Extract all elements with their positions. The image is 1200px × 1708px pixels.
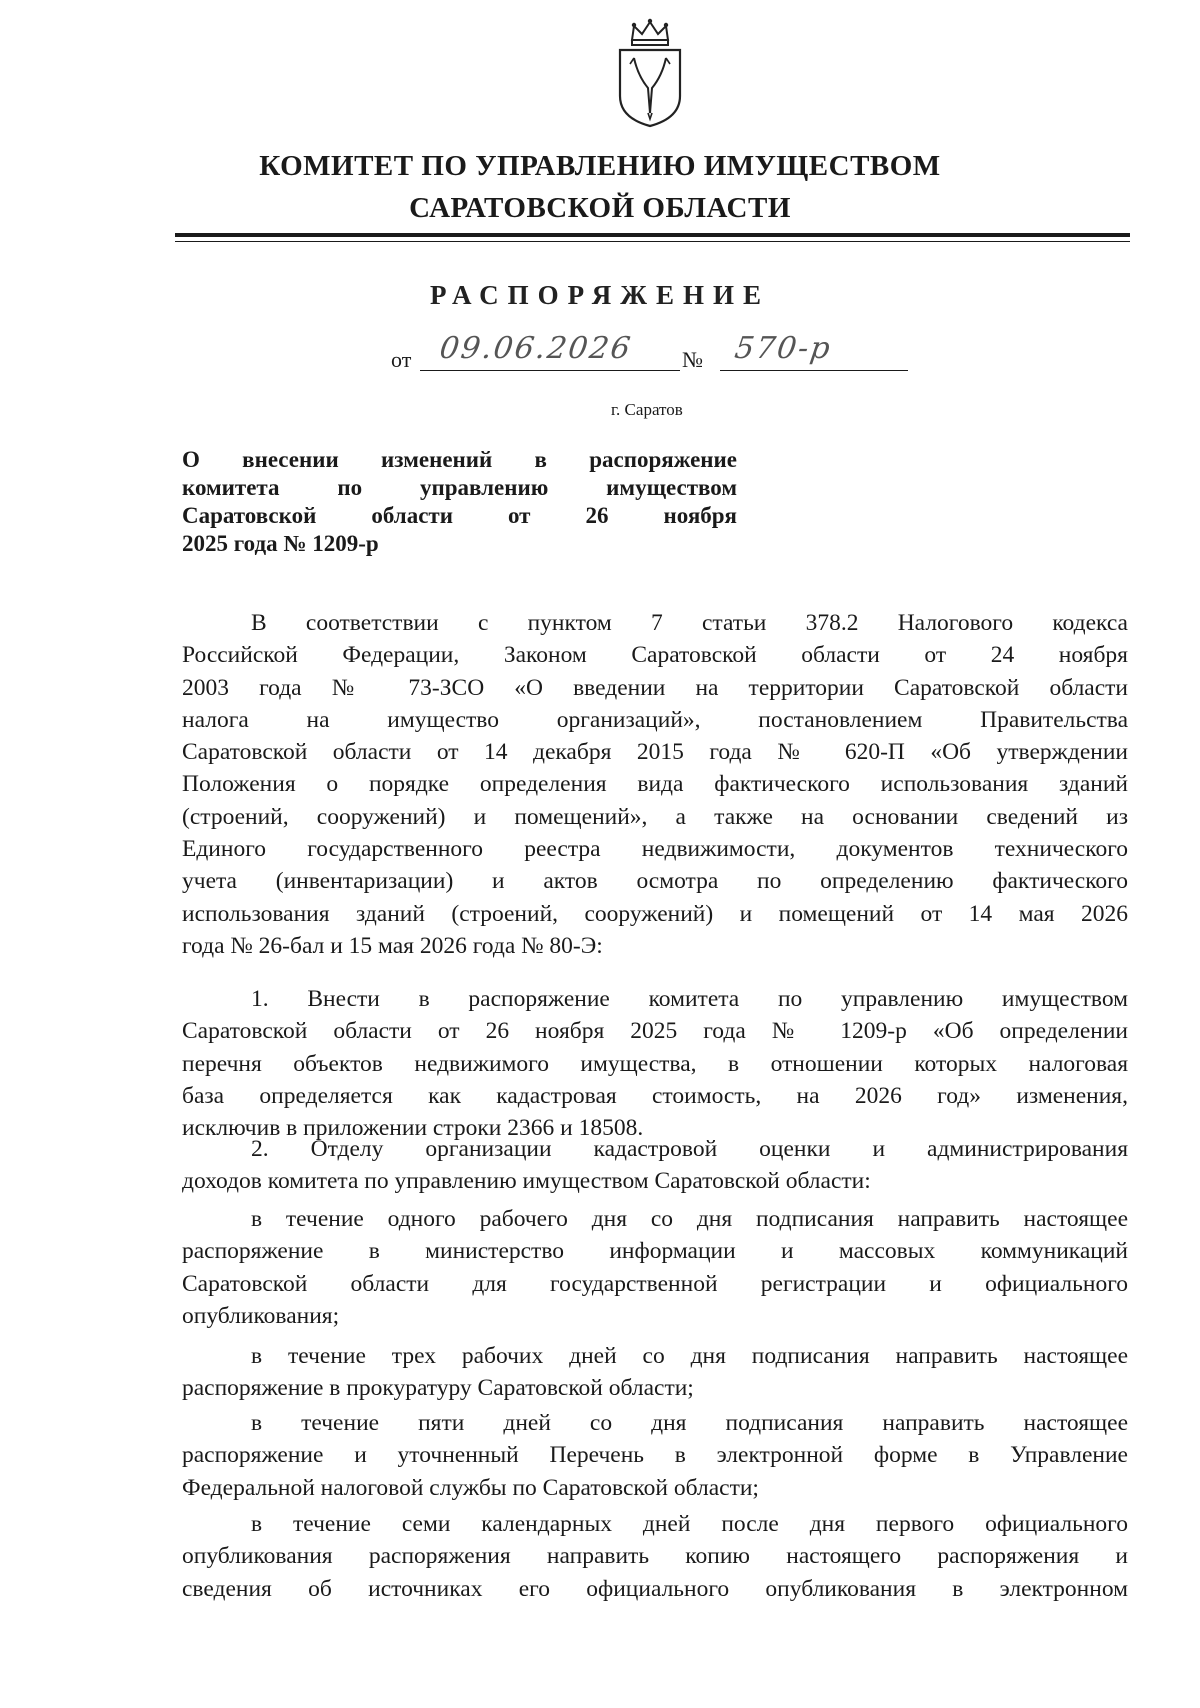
text-line: в течение семи календарных дней после дня первого официального xyxy=(251,1511,1128,1537)
text-line: распоряжение в министерство информации и массовых коммуникаций xyxy=(182,1238,1128,1265)
subject-line: комитета по управлению имуществом xyxy=(182,475,737,500)
text-line: Саратовской области от 14 декабря 2015 года № 620-П «Об утверждении xyxy=(182,739,1128,766)
text-line: Саратовской области от 26 ноября 2025 года № 1209-р «Об определении xyxy=(182,1018,1128,1045)
subject-line: Саратовской области от 26 ноября xyxy=(182,503,737,528)
subject-line: 2025 года № 1209-р xyxy=(182,531,379,556)
text-line: в течение трех рабочих дней со дня подписания направить настоящее xyxy=(251,1343,1128,1369)
text-line: налога на имущество организаций», постановлением Правительства xyxy=(182,706,1128,733)
subitem-paragraph xyxy=(182,1508,1128,1605)
text-line: (строений, сооружений) и помещений», а также на основании сведений из xyxy=(182,803,1128,830)
subitem-paragraph xyxy=(182,1340,1128,1405)
text-line: распоряжение в прокуратуру Саратовской области; xyxy=(182,1375,694,1402)
text-line: опубликования; xyxy=(182,1302,340,1329)
coat-of-arms-icon xyxy=(612,18,688,128)
document-type-title: РАСПОРЯЖЕНИЕ xyxy=(429,280,771,310)
text-line: опубликования распоряжения направить копию настоящего распоряжения и xyxy=(182,1543,1128,1570)
text-line: в течение пяти дней со дня подписания направить настоящее xyxy=(251,1410,1128,1436)
text-line: 1. Внести в распоряжение комитета по управлению имуществом xyxy=(251,986,1128,1012)
subitem-paragraph xyxy=(182,1407,1128,1504)
handwritten-date: 09.06.2026 xyxy=(437,331,635,366)
text-line: в течение одного рабочего дня со дня подписания направить настоящее xyxy=(251,1206,1128,1232)
item-1-paragraph xyxy=(182,983,1128,1144)
text-line: 2. Отделу организации кадастровой оценки и администрирования xyxy=(251,1136,1128,1162)
handwritten-number: 570-р xyxy=(732,331,835,366)
text-line: В соответствии с пунктом 7 статьи 378.2 Налогового кодекса xyxy=(251,610,1128,636)
text-line: распоряжение и уточненный Перечень в электронной форме в Управление xyxy=(182,1442,1128,1469)
number-label: № xyxy=(682,347,703,372)
city-name: г. Саратов xyxy=(611,400,683,419)
organization-name-line1: КОМИТЕТ ПО УПРАВЛЕНИЮ ИМУЩЕСТВОМ xyxy=(259,150,941,182)
text-line: использования зданий (строений, сооружений) и помещений от 14 мая 2026 xyxy=(182,900,1128,927)
text-line: Положения о порядке определения вида фактического использования зданий xyxy=(182,771,1128,798)
subject-line: О внесении изменений в распоряжение xyxy=(182,447,737,472)
header-divider-thick xyxy=(175,233,1130,237)
subitem-paragraph xyxy=(182,1203,1128,1332)
text-line: Саратовской области для государственной регистрации и официального xyxy=(182,1270,1128,1297)
text-line: сведения об источниках его официального опубликования в электронном xyxy=(182,1575,1128,1602)
text-line: перечня объектов недвижимого имущества, в отношении которых налоговая xyxy=(182,1050,1128,1077)
from-label: от xyxy=(391,347,412,372)
header-divider-thin xyxy=(175,241,1130,242)
text-line: 2003 года № 73-ЗСО «О введении на территории Саратовской области xyxy=(182,674,1128,701)
preamble-paragraph xyxy=(182,607,1128,962)
date-number-row xyxy=(0,333,1200,379)
organization-name-line2: САРАТОВСКОЙ ОБЛАСТИ xyxy=(409,192,791,224)
date-underline xyxy=(420,370,680,371)
text-line: года № 26-бал и 15 мая 2026 года № 80-Э: xyxy=(182,932,603,959)
text-line: Федеральной налоговой службы по Саратовской области; xyxy=(182,1474,759,1501)
text-line: исключив в приложении строки 2366 и 18508. xyxy=(182,1115,644,1142)
text-line: Единого государственного реестра недвижимости, документов технического xyxy=(182,836,1128,863)
text-line: база определяется как кадастровая стоимость, на 2026 год» изменения, xyxy=(182,1082,1128,1109)
text-line: Российской Федерации, Законом Саратовской области от 24 ноября xyxy=(182,642,1128,669)
number-underline xyxy=(720,370,908,371)
item-2-paragraph xyxy=(182,1133,1128,1198)
document-subject xyxy=(182,446,737,558)
text-line: доходов комитета по управлению имуществом Саратовской области: xyxy=(182,1168,871,1195)
text-line: учета (инвентаризации) и актов осмотра по определению фактического xyxy=(182,868,1128,895)
